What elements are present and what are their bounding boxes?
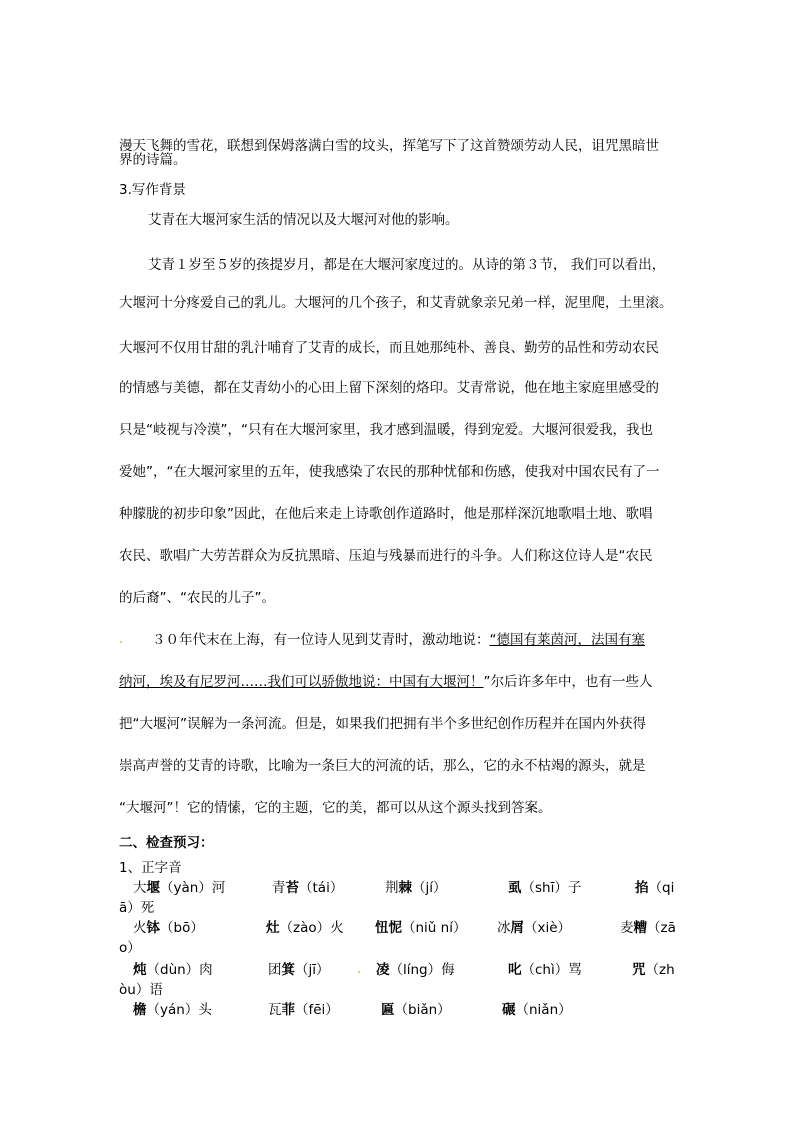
pinyin-wrap: òu）语	[119, 982, 163, 998]
pinyin-item: 冰屑（xiè）	[497, 920, 572, 936]
body-line: 农民、歌唱广大劳苦群众为反抗黑暗、压迫与残暴而进行的斗争。人们称这位诗人是“农民	[119, 548, 653, 564]
pinyin-item: 瓦菲（fēi）	[268, 1002, 339, 1018]
pinyin-item: 叱（chì）骂	[508, 962, 582, 978]
pinyin-wrap: ā）死	[119, 900, 155, 916]
body-line: 崇高声誉的艾青的诗歌，比喻为一条巨大的河流的话，那么，它的永不枯竭的源头，就是	[119, 758, 646, 774]
pinyin-item: 虱（shī）子	[508, 880, 582, 896]
body-line	[152, 630, 645, 650]
body-line: 爱她”，“在大堰河家里的五年，使我感染了农民的那种忧郁和伤感，使我对中国农民有了一	[119, 464, 660, 480]
pinyin-item: 忸怩（niǔ ní）	[375, 920, 467, 936]
bullet-dot: .	[357, 962, 362, 977]
body-line: 种朦胧的初步印象”因此，在他后来走上诗歌创作道路时，他是那样深沉地歌唱土地、歌唱	[119, 506, 653, 522]
body-line: 的后裔”、“农民的儿子”。	[119, 590, 275, 606]
pinyin-item: 炖（dùn）肉	[133, 962, 213, 978]
pinyin-item: 火钵（bō）	[133, 920, 204, 936]
pinyin-item: 碾（niǎn）	[502, 1002, 572, 1018]
pinyin-item: 灶（zào）火	[266, 920, 344, 936]
body-line: 把“大堰河”误解为一条河流。但是，如果我们把拥有半个多世纪创作历程并在国内外获得	[119, 716, 646, 732]
pinyin-item: 大堰（yàn）河	[133, 880, 226, 896]
body-line: 艾青在大堰河家生活的情况以及大堰河对他的影响。	[148, 212, 459, 228]
body-line: 大堰河不仅用甘甜的乳汁哺育了艾青的成长，而且她那纯朴、善良、勤劳的品性和劳动农民	[119, 340, 659, 356]
pinyin-item: 青苔（tái）	[272, 880, 344, 896]
pinyin-item: 麦糟（zā	[620, 920, 676, 936]
pinyin-item: 掐（qi	[635, 880, 675, 896]
pinyin-wrap: o）	[119, 940, 141, 956]
body-line: 漫天飞舞的雪花，联想到保姆落满白雪的坟头，挥笔写下了这首赞颂劳动人民，诅咒黑暗世	[119, 138, 659, 154]
pinyin-item: 团箕（jī）	[268, 962, 330, 978]
quote-text: 纳河，埃及有尼罗河……我们可以骄傲地说：中国有大堰河！	[119, 674, 484, 690]
quote-text: “德国有莱茵河，法国有塞	[489, 632, 645, 648]
section-heading: 3.写作背景	[119, 182, 186, 198]
pinyin-item: 荆棘（jí）	[385, 880, 447, 896]
body-line: 只是“岐视与冷漠”，“只有在大堰河家里，我才感到温暖，得到宠爱。大堰河很爱我，我也	[119, 422, 653, 438]
body-line: 艾青１岁至５岁的孩提岁月，都是在大堰河家度过的。从诗的第３节， 我们可以看出，	[148, 257, 666, 273]
body-line: “大堰河”！它的情愫，它的主题，它的美，都可以从这个源头找到答案。	[119, 800, 552, 816]
quote-intro: ３０年代末在上海，有一位诗人见到艾青时，激动地说：	[152, 632, 490, 648]
body-line	[119, 672, 653, 692]
bullet-dot: .	[119, 632, 124, 647]
section-heading: 二、检查预习：	[119, 835, 214, 851]
pinyin-item: 匾（biǎn）	[381, 1002, 451, 1018]
body-line: 大堰河十分疼爱自己的乳儿。大堰河的几个孩子，和艾青就象亲兄弟一样，泥里爬，土里滚。	[119, 295, 673, 311]
body-line: 界的诗篇。	[119, 152, 187, 168]
pinyin-item: 凌（líng）侮	[376, 962, 455, 978]
pinyin-item: 檐（yán）头	[133, 1002, 212, 1018]
body-line: 的情感与美德，都在艾青幼小的心田上留下深刻的烙印。艾青常说，他在地主家庭里感受的	[119, 380, 659, 396]
quote-tail: ”尔后许多年中，也有一些人	[483, 674, 653, 690]
pinyin-item: 咒（zh	[632, 962, 675, 978]
subsection-heading: 1、正字音	[119, 860, 182, 876]
